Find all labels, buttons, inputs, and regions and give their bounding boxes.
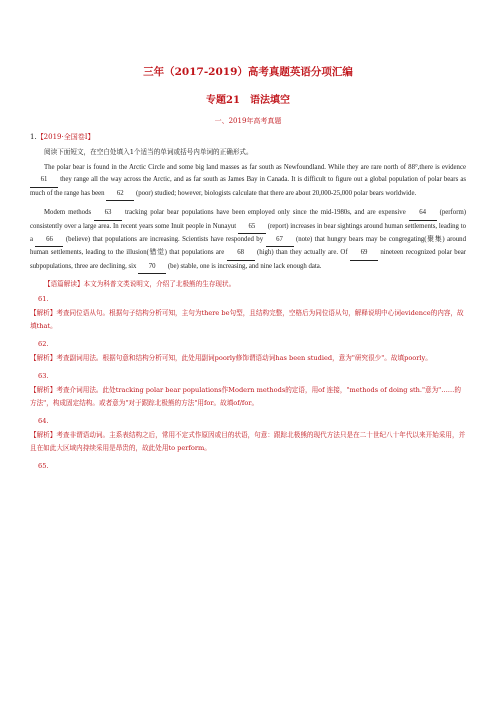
blank-69: 69 <box>350 247 378 260</box>
blank-67: 67 <box>266 234 294 247</box>
blank-64: 64 <box>409 207 437 220</box>
answer-number-65: 65. <box>38 462 49 471</box>
blank-62: 62 <box>106 188 134 201</box>
passage-text: Modem methods <box>44 209 95 217</box>
question-header <box>30 132 466 142</box>
answer-number-63: 63. <box>38 372 49 381</box>
passage-text: (believe) that populations are increasing. Scientists have responded by <box>63 236 266 244</box>
subtitle-name: 语法填空 <box>249 95 290 106</box>
answer-number-61: 61. <box>38 295 49 304</box>
blank-61: 61 <box>30 174 58 187</box>
passage-text: they range all the way across the Arctic, and as far south as James Bay in Canada. It is difficult to figure out a global population of polar bears as much of the range has been <box>30 176 466 197</box>
section-heading: 一、2019年高考真题 <box>214 117 282 125</box>
blank-63: 63 <box>94 207 122 220</box>
question-instruction: 阅读下面短文，在空白处填入1个适当的单词或括号内单词的正确形式。 <box>44 148 253 156</box>
question-source: 【2019·全国卷Ⅰ】 <box>36 133 95 141</box>
question-number: 1. <box>30 133 37 141</box>
passage-paragraph-2 <box>30 207 466 274</box>
subtitle-topic: 专题21 <box>206 95 240 106</box>
passage-text: (report) increases in bear sightings around human settlements, leading to a <box>30 222 466 244</box>
answer-explanation-64: 【解析】考查非谓语动词。主系表结构之后，常用不定式作原因或目的状语，句意：跟踪北极熊的现代方法只是在二十世纪八十年代以来开始采用，并且在如此大区域内持续采用是昂贵的，故此处用to perform。 <box>30 431 466 453</box>
answer-number-62: 62. <box>38 340 49 349</box>
passage-text: (be) stable, one is increasing, and nine lack enough data. <box>166 262 322 270</box>
passage-text: The polar bear is found in the Arctic Circle and some big land masses as far south as Newfoundland. While they are rare north of 88°,there is evidence <box>44 164 466 171</box>
passage-text: (high) than they actually are. Of <box>254 249 350 257</box>
document-subtitle <box>30 91 466 106</box>
blank-65: 65 <box>238 221 266 234</box>
passage-analysis: 【语篇解读】本文为科普文类说明文，介绍了北极熊的生存现状。 <box>44 280 236 289</box>
passage-paragraph-1 <box>30 162 466 201</box>
answer-explanation-63: 【解析】考查介词用法。此处tracking polar bear populations作Modern methods的定语，用of 连接，"methods of doing sth."意为"……的方法"，构成固定结构。或者意为"对于跟踪北极熊的方法"用for。故填of/for。 <box>30 386 461 408</box>
passage-text: (perform) consistently over a large area. In recent years some Inuit people in Nunayut <box>30 209 467 230</box>
blank-68: 68 <box>227 247 255 260</box>
answer-explanation-62: 【解析】考查副词用法。根据句意和结构分析可知，此处用副词poorly修饰谓语动词has been studied，意为"研究很少"。故填poorly。 <box>30 354 432 363</box>
passage-text: tracking polar bear populations have been employed only since the mid-1980s, and are expensive <box>122 209 409 217</box>
blank-66: 66 <box>35 234 63 247</box>
answer-number-64: 64. <box>38 417 49 426</box>
answer-explanation-61: 【解析】考查同位语从句。根据句子结构分析可知，主句为there be句型，且结构完整，空格后为同位语从句，解释说明中心词evidence的内容，故填that。 <box>30 309 464 331</box>
passage-text: (poor) studied; however, biologists calculate that there are about 20,000-25,000 polar bears worldwide. <box>134 189 417 197</box>
blank-70: 70 <box>138 261 166 274</box>
passage-text: (note) that hungry bears may be congregating(聚集) around human settlements, leading to the illusion(错觉) that populations are <box>30 236 466 257</box>
document-title: 三年（2017-2019）高考真题英语分项汇编 <box>143 66 353 78</box>
passage-text: nineteen recognized polar bear subpopulations, three are declining, six <box>30 249 466 270</box>
